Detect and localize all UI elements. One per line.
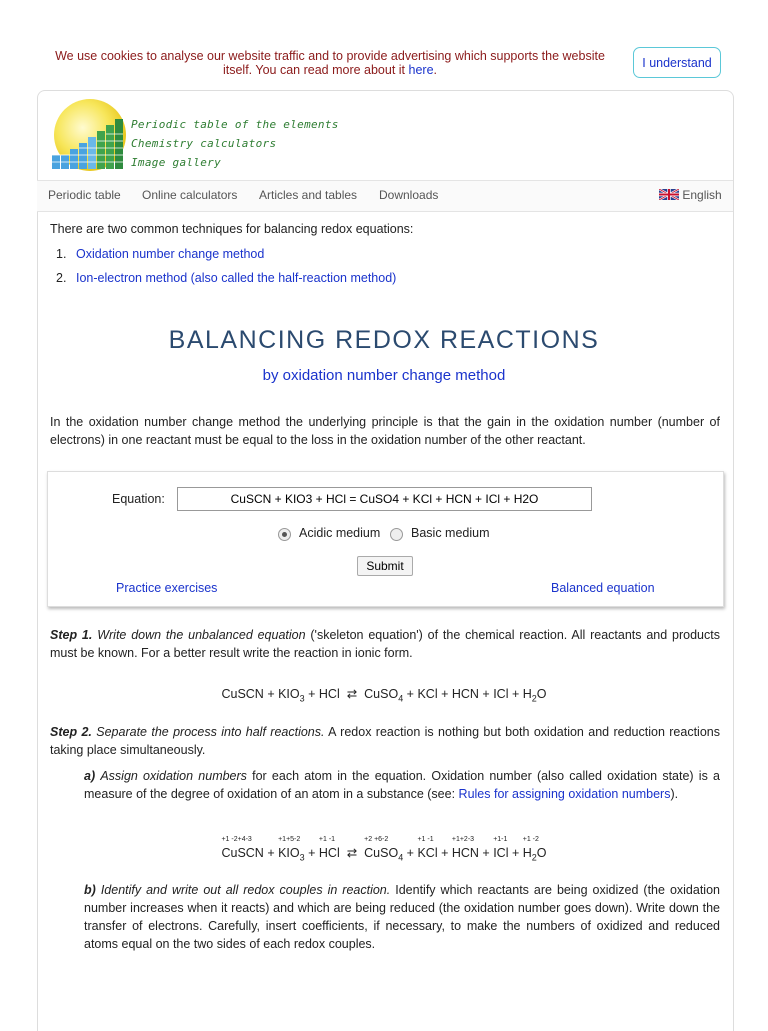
equation-form [47, 471, 724, 607]
nav-online-calculators[interactable]: Online calculators [142, 188, 238, 202]
practice-exercises-link[interactable]: Practice exercises [116, 581, 218, 595]
rules-oxidation-numbers-link[interactable]: Rules for assigning oxidation numbers [458, 787, 671, 801]
equilibrium-arrow: ⇄ [346, 687, 358, 701]
product-cuso4: CuSO$_4$ [364, 687, 404, 704]
submit-button[interactable]: Submit [357, 556, 413, 576]
step2-italic: Separate the process into half reactions. [96, 725, 325, 739]
step2a-label: a) [84, 769, 96, 783]
ox-hcn: +1+2-3 [451, 836, 475, 843]
uk-flag-icon [659, 189, 679, 200]
nav-articles-tables[interactable]: Articles and tables [259, 188, 358, 202]
step2b-italic: Identify and write out all redox couples in reaction. [100, 883, 391, 897]
principle-paragraph: In the oxidation number change method the underlying principle is that the gain in the oxidation number (number of electrons) in one reactant must be equal to the loss in the oxidation number of the other reactant. [50, 415, 720, 447]
cookie-more-link[interactable]: here [408, 63, 434, 77]
ox-cuso4: +2 +6-2 [364, 836, 389, 843]
methods-list [56, 247, 396, 285]
basic-radio[interactable] [390, 528, 403, 541]
accept-cookies-button[interactable]: I understand [633, 47, 721, 78]
list-item [56, 247, 396, 271]
ox-kcl: +1 -1 [417, 836, 434, 843]
ox-h2o: +1 -2 [522, 836, 539, 843]
reactant-kio3: $KIO_3$ [278, 687, 305, 704]
basic-label[interactable]: Basic medium [411, 526, 490, 540]
equation-input[interactable] [177, 487, 592, 511]
step1-text: ('skeleton equation') of the chemical reaction. All reactants and products must be known. For a better result write the reaction in ionic form. [50, 628, 720, 660]
acidic-radio[interactable] [278, 528, 291, 541]
step2-label: Step 2. [50, 725, 92, 739]
cookie-banner [0, 0, 768, 90]
reactant-hcl: HCl [318, 687, 340, 701]
step1-italic: Write down the unbalanced equation [97, 628, 306, 642]
list-number: 2. [56, 271, 67, 285]
step2-text: A redox reaction is nothing but both oxidation and reduction reactions taking place simultaneously. [50, 725, 720, 757]
step2a-italic: Assign oxidation numbers [100, 769, 247, 783]
step2a-text: for each atom in the equation. Oxidation number (also called oxidation state) is a measure of the degree of oxidation of an atom in a substance (see: [84, 769, 720, 801]
link-periodic-table[interactable]: Periodic table of the elements [131, 118, 339, 131]
step2-paragraph [50, 723, 720, 759]
ox-hcl: +1 -1 [318, 836, 336, 843]
step1-label: Step 1. [50, 628, 93, 642]
cookie-text-end: . [433, 63, 438, 77]
page-title: BALANCING REDOX REACTIONS [168, 326, 600, 354]
link-ion-electron-method[interactable]: Ion-electron method (also called the half-reaction method) [76, 271, 397, 285]
language-label: English [682, 188, 722, 202]
nav-periodic-table[interactable]: Periodic table [48, 188, 121, 202]
language-selector[interactable] [659, 188, 722, 202]
product-kcl: KCl [417, 687, 438, 701]
ox-cuscn: +1 -2+4-3 [221, 836, 252, 843]
page-subtitle: by oxidation number change method [262, 367, 506, 384]
site-logo[interactable] [50, 97, 128, 171]
step2b-paragraph [84, 881, 720, 953]
cookie-message [50, 49, 610, 77]
link-image-gallery[interactable]: Image gallery [131, 156, 221, 169]
product-hcn: HCN [451, 687, 479, 701]
reactant-cuscn: CuSCN [221, 687, 264, 701]
cookie-text: We use cookies to analyse our website traffic and to provide advertising which supports the website itself. You can read more about it [55, 49, 605, 77]
balanced-equation-link[interactable]: Balanced equation [551, 581, 655, 595]
acidic-label[interactable]: Acidic medium [299, 526, 381, 540]
step2b-text: Identify which reactants are being oxidized (the oxidation number increases when it reacts) and which are being reduced (the oxidation number goes down). Write down the transfer of electrons. Carefully, insert coefficients, if necessary, to make the numbers of oxidized and reduced atoms equal on the two sides of each redox couples. [84, 883, 720, 951]
product-h2o: $H_2O$ [522, 687, 547, 704]
nav-downloads[interactable]: Downloads [379, 188, 439, 202]
equation-label: Equation: [112, 492, 165, 506]
oxidation-number-equation: +1 -2+4-3 CuSCN + +1+5-2 $KIO_3$ + +1 -1 HCl ⇄ +2 +6-2 CuSO$_4$ + +1 -1 KCl + +1+2-3 HCN + +1-1 ICl + +1 -2 $H_2O$ [221, 836, 547, 863]
product-icl: ICl [493, 687, 509, 701]
ox-icl: +1-1 [493, 836, 508, 843]
list-item [56, 271, 396, 285]
list-number: 1. [56, 247, 67, 261]
equilibrium-arrow: ⇄ [346, 846, 358, 860]
step2a-paragraph [84, 767, 720, 803]
intro-text: There are two common techniques for balancing redox equations: [50, 222, 414, 236]
step2a-end: ). [670, 787, 679, 801]
step2b-label: b) [84, 883, 96, 897]
link-oxidation-number-method[interactable]: Oxidation number change method [76, 247, 265, 261]
link-chemistry-calculators[interactable]: Chemistry calculators [131, 137, 277, 150]
ox-kio3: +1+5-2 [278, 836, 301, 843]
site-links [131, 115, 339, 172]
skeleton-equation: CuSCN + $KIO_3$ + HCl ⇄ CuSO$_4$ + KCl + HCN + ICl + $H_2O$ [221, 687, 547, 704]
step1-paragraph [50, 626, 720, 662]
main-nav [37, 180, 733, 212]
